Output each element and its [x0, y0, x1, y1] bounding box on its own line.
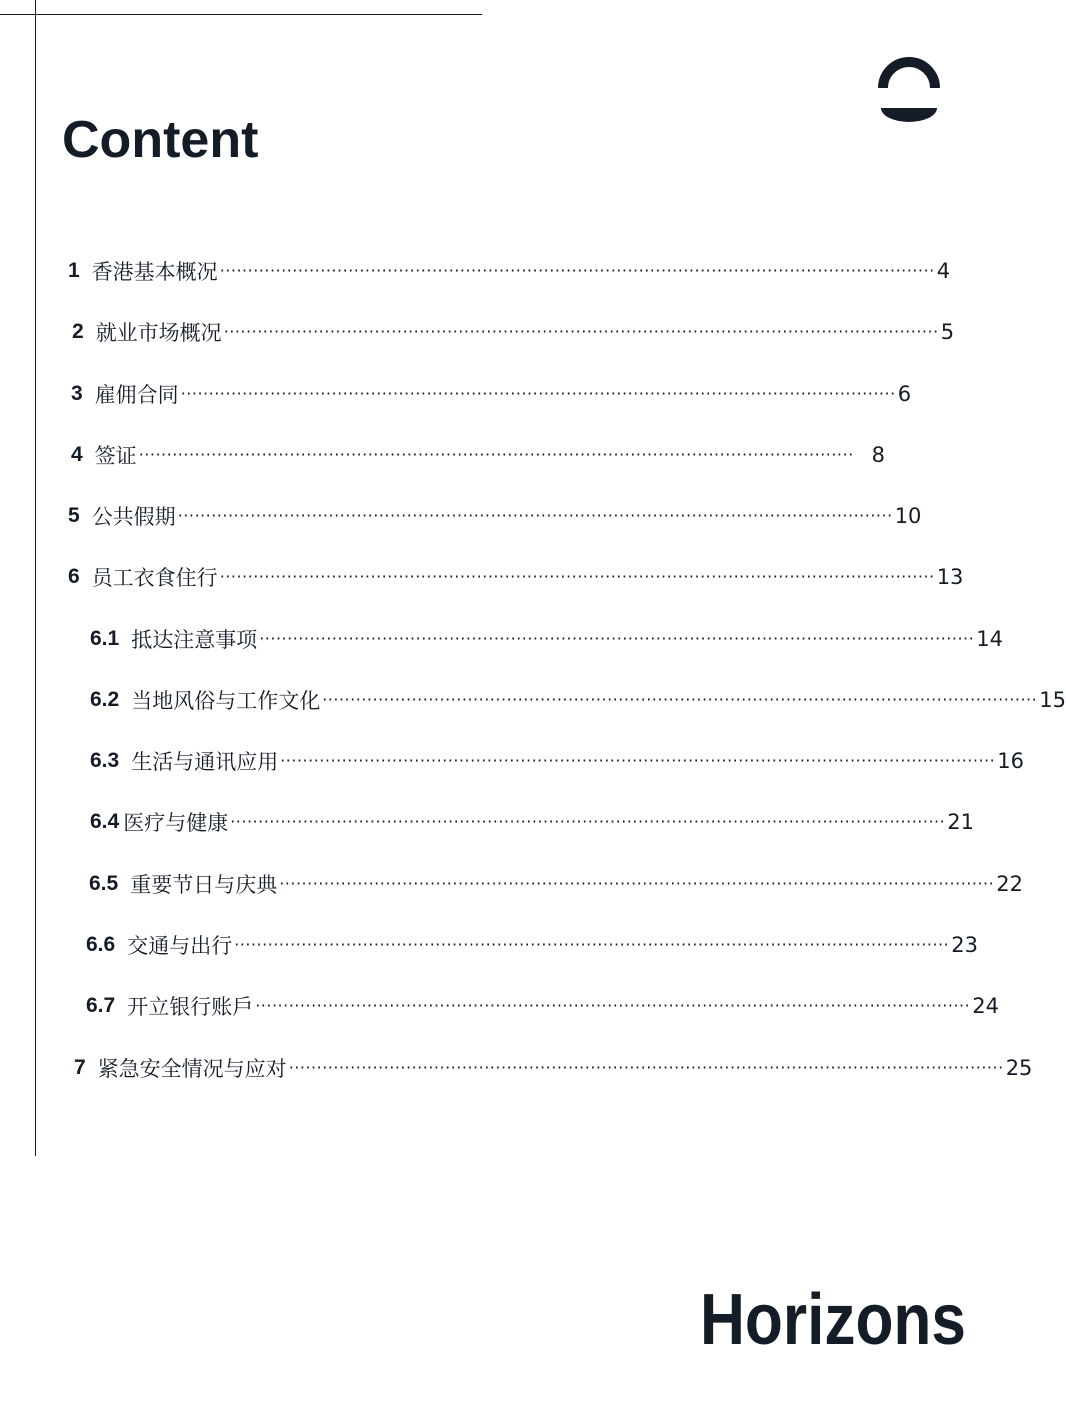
toc-leader [181, 379, 896, 409]
toc-page: 8 [871, 443, 885, 467]
toc-label: 开立银行账戶 [127, 995, 254, 1019]
toc-label: 医疗与健康 [123, 811, 229, 835]
toc-page: 16 [997, 749, 1024, 773]
toc-page: 10 [894, 504, 922, 528]
toc-entry[interactable] [68, 256, 951, 286]
toc-entry[interactable] [90, 624, 1003, 654]
toc-leader [230, 807, 945, 837]
toc-number: 4 [71, 443, 83, 466]
toc-entry[interactable] [72, 317, 955, 347]
toc-label: 公共假期 [91, 505, 176, 529]
toc-page: 24 [972, 994, 999, 1018]
toc-page: 4 [936, 259, 951, 283]
toc-label: 重要节日与庆典 [130, 873, 278, 897]
toc-entry[interactable] [68, 562, 964, 592]
toc-page: 21 [947, 810, 974, 834]
toc-number: 6.3 [90, 749, 120, 772]
toc-leader [280, 746, 995, 776]
toc-leader [224, 317, 939, 347]
toc-leader [220, 256, 935, 286]
toc-label: 香港基本概况 [91, 260, 218, 284]
toc-label: 抵达注意事项 [131, 628, 258, 652]
toc-leader [178, 501, 893, 531]
toc-leader [255, 991, 970, 1021]
toc-number: 6.1 [90, 627, 120, 650]
toc-entry[interactable] [71, 440, 885, 470]
toc-entry[interactable] [90, 807, 974, 837]
toc-page: 25 [1005, 1056, 1033, 1080]
toc-label: 交通与出行 [127, 934, 233, 958]
toc-page: 14 [976, 627, 1003, 651]
toc-leader [259, 624, 974, 654]
toc-page: 23 [951, 933, 978, 957]
toc-entry[interactable] [90, 746, 1024, 776]
toc-number: 6.5 [89, 872, 119, 895]
toc-entry[interactable] [71, 379, 912, 409]
toc-entry[interactable] [74, 1053, 1033, 1083]
toc-label: 生活与通讯应用 [131, 750, 279, 774]
toc-entry[interactable] [90, 685, 1066, 715]
toc-number: 6.4 [90, 810, 120, 833]
toc-label: 雇佣合同 [94, 383, 179, 407]
toc-leader [234, 930, 949, 960]
toc-label: 就业市场概况 [95, 321, 222, 345]
toc-number: 6.6 [86, 933, 116, 956]
toc-leader [322, 685, 1037, 715]
toc-number: 6.2 [90, 688, 120, 711]
toc-number: 2 [72, 320, 84, 343]
toc-label: 签证 [94, 444, 137, 468]
toc-leader [279, 869, 994, 899]
toc-entry[interactable] [86, 991, 999, 1021]
toc-entry[interactable] [86, 930, 978, 960]
toc-number: 6 [68, 565, 80, 588]
brand-wordmark: Horizons [700, 1280, 966, 1360]
toc-page: 15 [1039, 688, 1066, 712]
toc-leader [220, 562, 935, 592]
toc-label: 紧急安全情况与应对 [97, 1057, 287, 1081]
toc-page: 6 [897, 382, 912, 406]
horizons-logo [700, 1280, 970, 1360]
toc-entry[interactable] [89, 869, 1023, 899]
toc-number: 5 [68, 504, 80, 527]
toc-number: 1 [68, 259, 80, 282]
toc-label: 当地风俗与工作文化 [131, 689, 321, 713]
toc-page: 5 [940, 320, 955, 344]
toc-leader [139, 440, 870, 470]
toc-number: 3 [71, 382, 83, 405]
toc-page: 13 [936, 565, 964, 589]
toc-number: 6.7 [86, 994, 116, 1017]
page-title: Content [62, 111, 259, 169]
toc-leader [289, 1053, 1004, 1083]
toc-page: 22 [996, 872, 1023, 896]
toc-label: 员工衣食住行 [91, 566, 218, 590]
toc-entry[interactable] [68, 501, 922, 531]
toc-number: 7 [74, 1056, 86, 1079]
